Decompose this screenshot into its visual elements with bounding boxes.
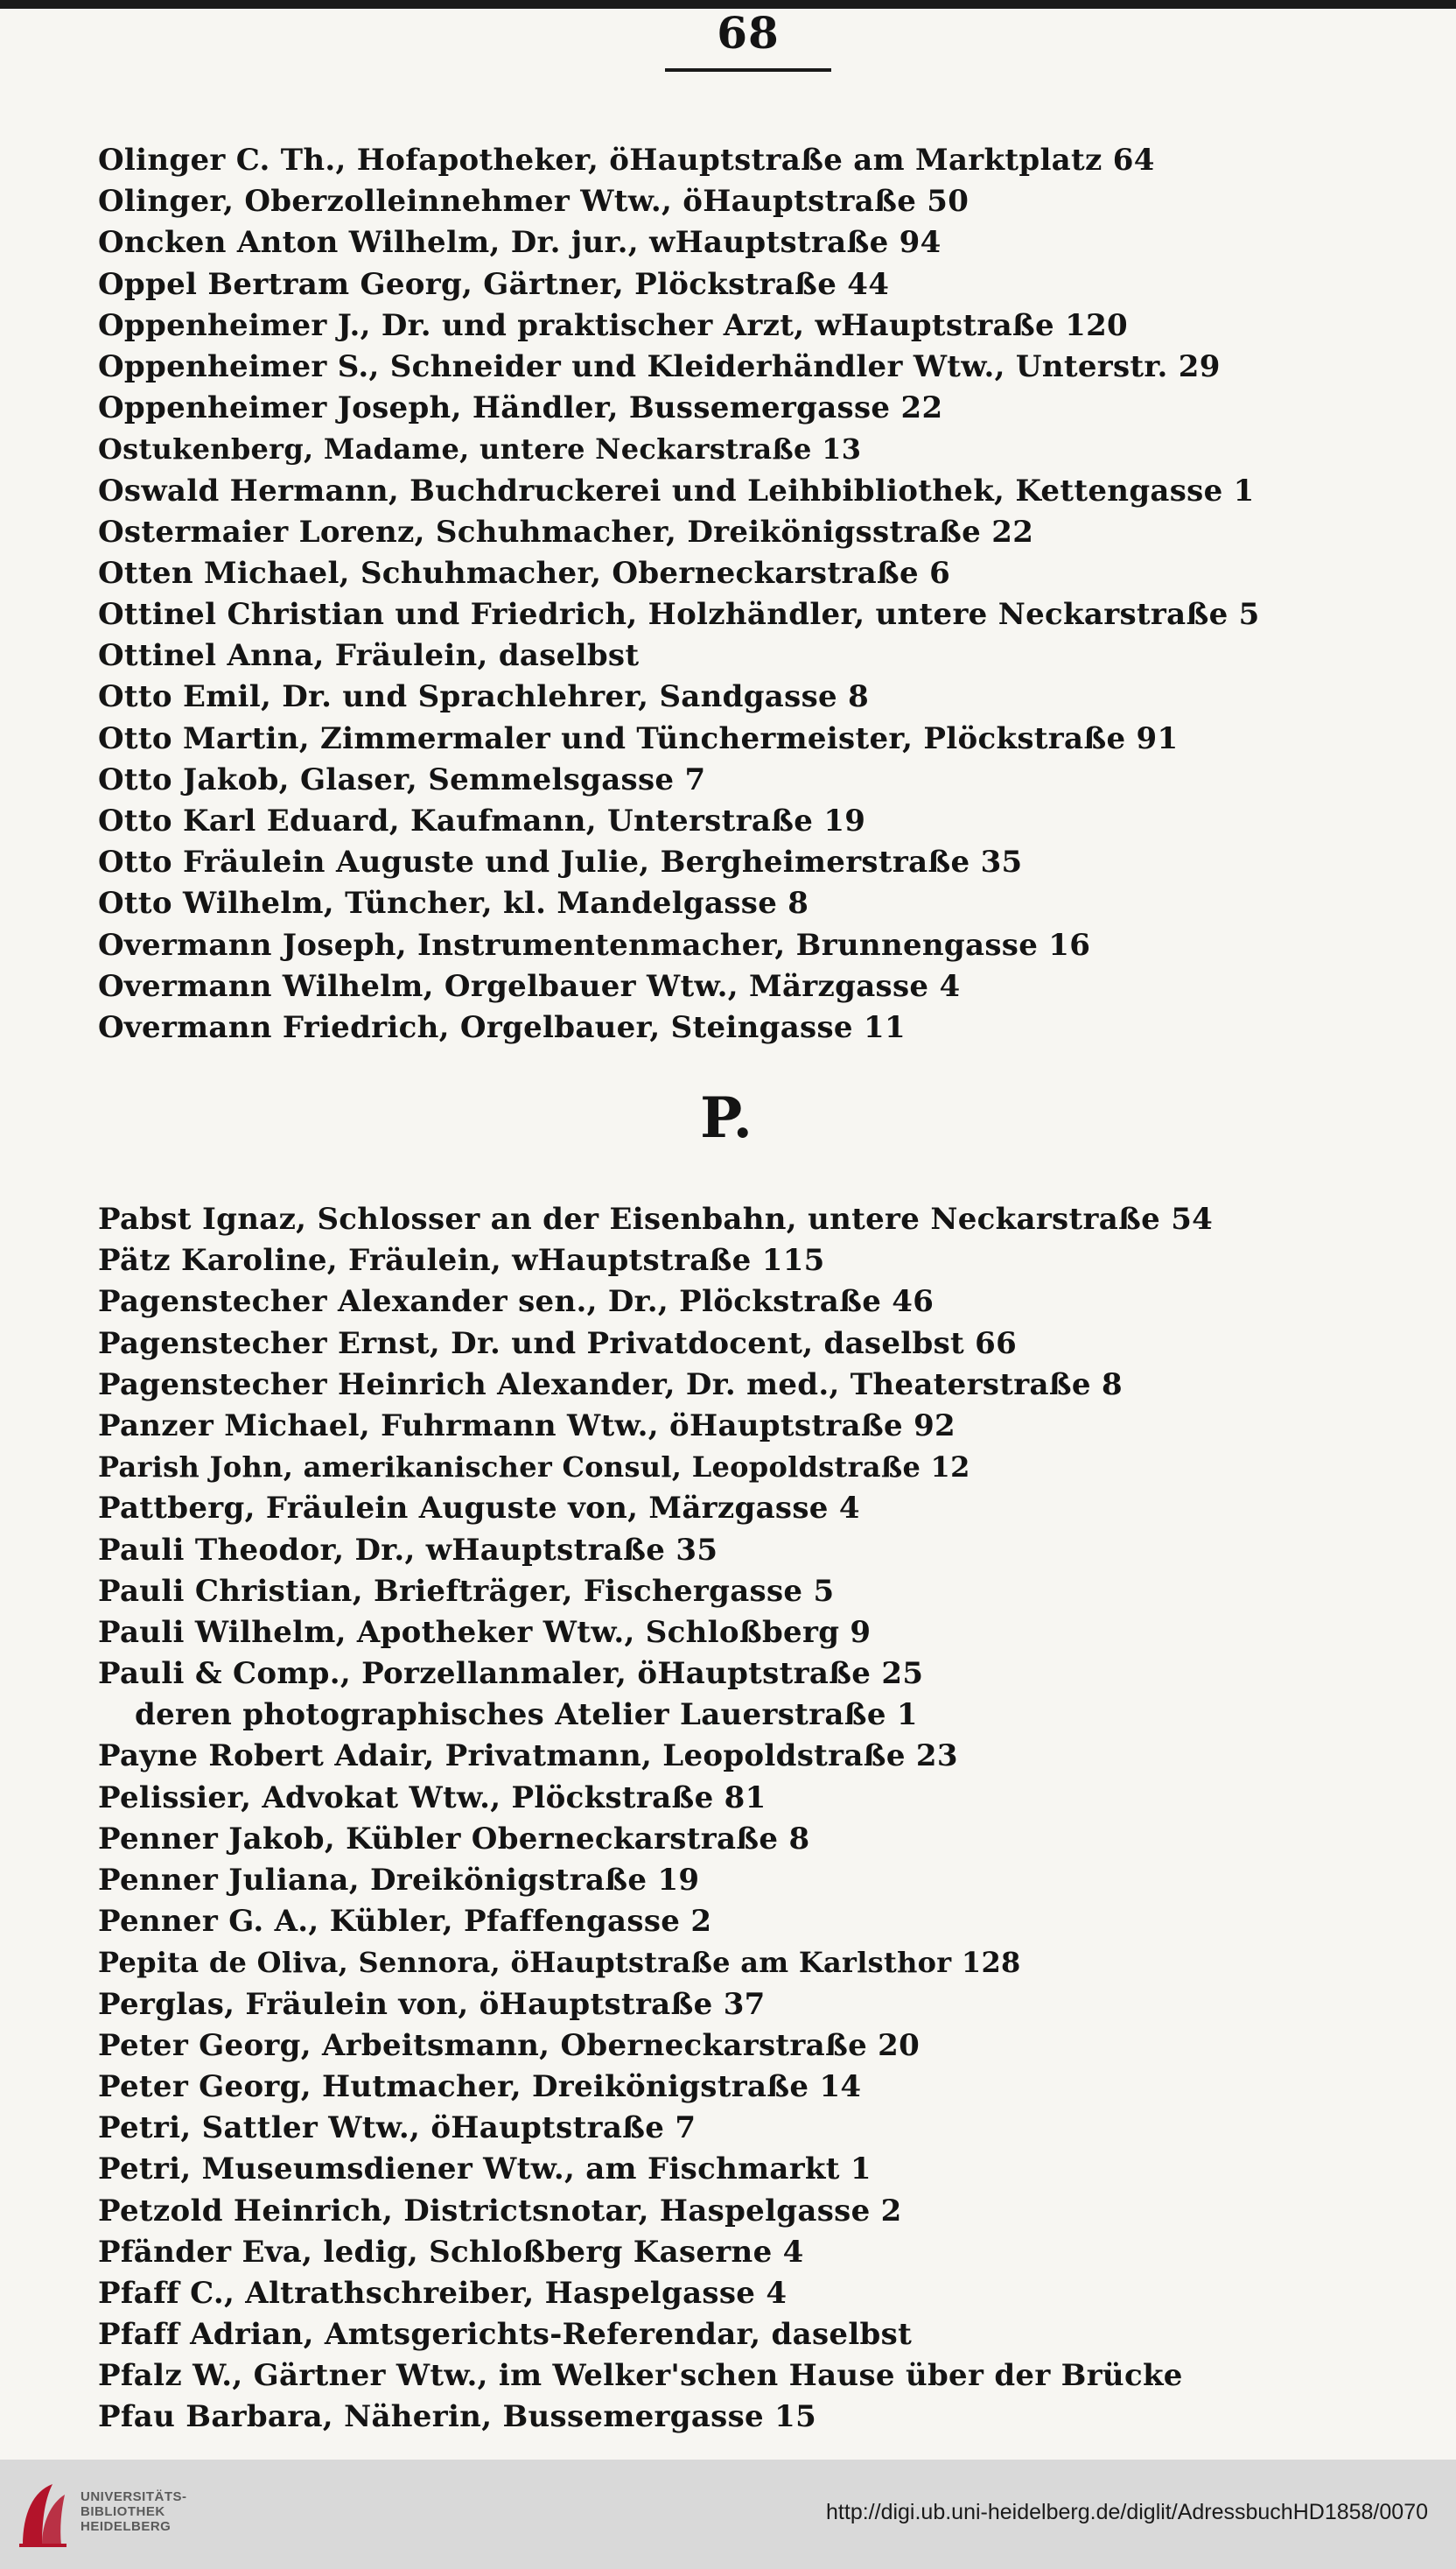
directory-entry: deren photographisches Atelier Lauerstraße 1 (135, 1697, 918, 1733)
directory-entry: Payne Robert Adair, Privatmann, Leopoldstraße 23 (98, 1738, 958, 1774)
directory-entry: Olinger, Oberzolleinnehmer Wtw., öHauptstraße 50 (98, 184, 970, 220)
logo-line: HEIDELBERG (80, 2519, 172, 2534)
directory-entry: Pagenstecher Ernst, Dr. und Privatdocent, daselbst 66 (98, 1325, 1018, 1361)
directory-entry: Pepita de Oliva, Sennora, öHauptstraße am Karlsthor 128 (98, 1946, 1021, 1980)
directory-entry: Oppenheimer J., Dr. und praktischer Arzt, wHauptstraße 120 (98, 307, 1129, 343)
directory-entry: Pattberg, Fräulein Auguste von, Märzgasse 4 (98, 1491, 860, 1527)
directory-entry: Pätz Karoline, Fräulein, wHauptstraße 115 (98, 1243, 825, 1279)
directory-entry: Pagenstecher Alexander sen., Dr., Plöckstraße 46 (98, 1284, 934, 1320)
directory-entry: Oppel Bertram Georg, Gärtner, Plöckstraße 44 (98, 266, 890, 302)
directory-entry: Peter Georg, Arbeitsmann, Oberneckarstraße 20 (98, 2027, 920, 2063)
section-letter-heading: P. (700, 1085, 752, 1151)
directory-entry: Pfaff Adrian, Amtsgerichts-Referendar, daselbst (98, 2317, 913, 2353)
directory-entry: Pauli Christian, Briefträger, Fischergasse 5 (98, 1573, 835, 1609)
directory-entry: Otten Michael, Schuhmacher, Oberneckarstraße 6 (98, 555, 951, 591)
library-logo-text (80, 2489, 187, 2534)
directory-entry: Penner G. A., Kübler, Pfaffengasse 2 (98, 1904, 712, 1940)
directory-entry: Pfau Barbara, Näherin, Bussemergasse 15 (98, 2399, 817, 2435)
directory-entry: Ostermaier Lorenz, Schuhmacher, Dreikönigsstraße 22 (98, 514, 1034, 550)
directory-entry: Pabst Ignaz, Schlosser an der Eisenbahn, untere Neckarstraße 54 (98, 1202, 1214, 1237)
logo-line: BIBLIOTHEK (80, 2504, 165, 2519)
directory-entry: Pfänder Eva, ledig, Schloßberg Kaserne 4 (98, 2234, 804, 2270)
directory-entry: Oswald Hermann, Buchdruckerei und Leihbibliothek, Kettengasse 1 (98, 473, 1255, 509)
page-number-rule (665, 68, 831, 72)
directory-entry: Ostukenberg, Madame, untere Neckarstraße 13 (98, 432, 862, 467)
logo-line: UNIVERSITÄTS- (80, 2489, 187, 2504)
directory-entry: Pfalz W., Gärtner Wtw., im Welker'schen Hause über der Brücke (98, 2358, 1183, 2394)
viewer-footer (0, 2460, 1456, 2569)
directory-entry: Pfaff C., Altrathschreiber, Haspelgasse 4 (98, 2275, 788, 2311)
directory-entry: Otto Jakob, Glaser, Semmelsgasse 7 (98, 762, 706, 797)
directory-entry: Oppenheimer S., Schneider und Kleiderhändler Wtw., Unterstr. 29 (98, 348, 1221, 384)
directory-entry: Pauli Theodor, Dr., wHauptstraße 35 (98, 1532, 718, 1568)
directory-entry: Pagenstecher Heinrich Alexander, Dr. med., Theaterstraße 8 (98, 1366, 1123, 1402)
directory-entry: Otto Fräulein Auguste und Julie, Bergheimerstraße 35 (98, 845, 1023, 881)
entries-section-o (98, 140, 1367, 1049)
directory-entry: Otto Martin, Zimmermaler und Tünchermeister, Plöckstraße 91 (98, 720, 1179, 756)
directory-entry: Overmann Joseph, Instrumentenmacher, Brunnengasse 16 (98, 927, 1091, 963)
directory-entry: Petri, Museumsdiener Wtw., am Fischmarkt 1 (98, 2151, 872, 2187)
directory-entry: Panzer Michael, Fuhrmann Wtw., öHauptstraße 92 (98, 1407, 956, 1443)
directory-entry: Ottinel Anna, Fräulein, daselbst (98, 638, 640, 674)
permalink-url[interactable]: http://digi.ub.uni-heidelberg.de/diglit/AdressbuchHD1858/0070 (826, 2500, 1428, 2524)
directory-entry: Otto Emil, Dr. und Sprachlehrer, Sandgasse 8 (98, 679, 870, 715)
directory-entry: Overmann Wilhelm, Orgelbauer Wtw., Märzgasse 4 (98, 968, 961, 1004)
directory-entry: Petri, Sattler Wtw., öHauptstraße 7 (98, 2110, 696, 2146)
directory-entry: Parish John, amerikanischer Consul, Leopoldstraße 12 (98, 1450, 970, 1485)
directory-entry: Pauli Wilhelm, Apotheker Wtw., Schloßberg 9 (98, 1614, 872, 1650)
directory-entry: Pauli & Comp., Porzellanmaler, öHauptstraße 25 (98, 1656, 924, 1692)
directory-entry: Oppenheimer Joseph, Händler, Bussemergasse 22 (98, 390, 943, 426)
directory-entry: Otto Karl Eduard, Kaufmann, Unterstraße 19 (98, 804, 866, 839)
directory-entry: Overmann Friedrich, Orgelbauer, Steingasse 11 (98, 1009, 906, 1045)
directory-entry: Ottinel Christian und Friedrich, Holzhändler, untere Neckarstraße 5 (98, 597, 1260, 633)
directory-entry: Perglas, Fräulein von, öHauptstraße 37 (98, 1986, 766, 2022)
directory-entry: Olinger C. Th., Hofapotheker, öHauptstraße am Marktplatz 64 (98, 143, 1155, 178)
page-number: 68 (717, 7, 780, 59)
directory-entry: Otto Wilhelm, Tüncher, kl. Mandelgasse 8 (98, 886, 809, 922)
directory-entry: Oncken Anton Wilhelm, Dr. jur., wHauptstraße 94 (98, 225, 942, 261)
directory-entry: Penner Jakob, Kübler Oberneckarstraße 8 (98, 1821, 810, 1857)
directory-entry: Peter Georg, Hutmacher, Dreikönigstraße 14 (98, 2068, 862, 2104)
entries-section-p (98, 1199, 1367, 2439)
directory-entry: Penner Juliana, Dreikönigstraße 19 (98, 1863, 700, 1898)
directory-entry: Pelissier, Advokat Wtw., Plöckstraße 81 (98, 1779, 766, 1815)
university-seal-icon (16, 2479, 70, 2549)
directory-entry: Petzold Heinrich, Districtsnotar, Haspelgasse 2 (98, 2193, 902, 2229)
